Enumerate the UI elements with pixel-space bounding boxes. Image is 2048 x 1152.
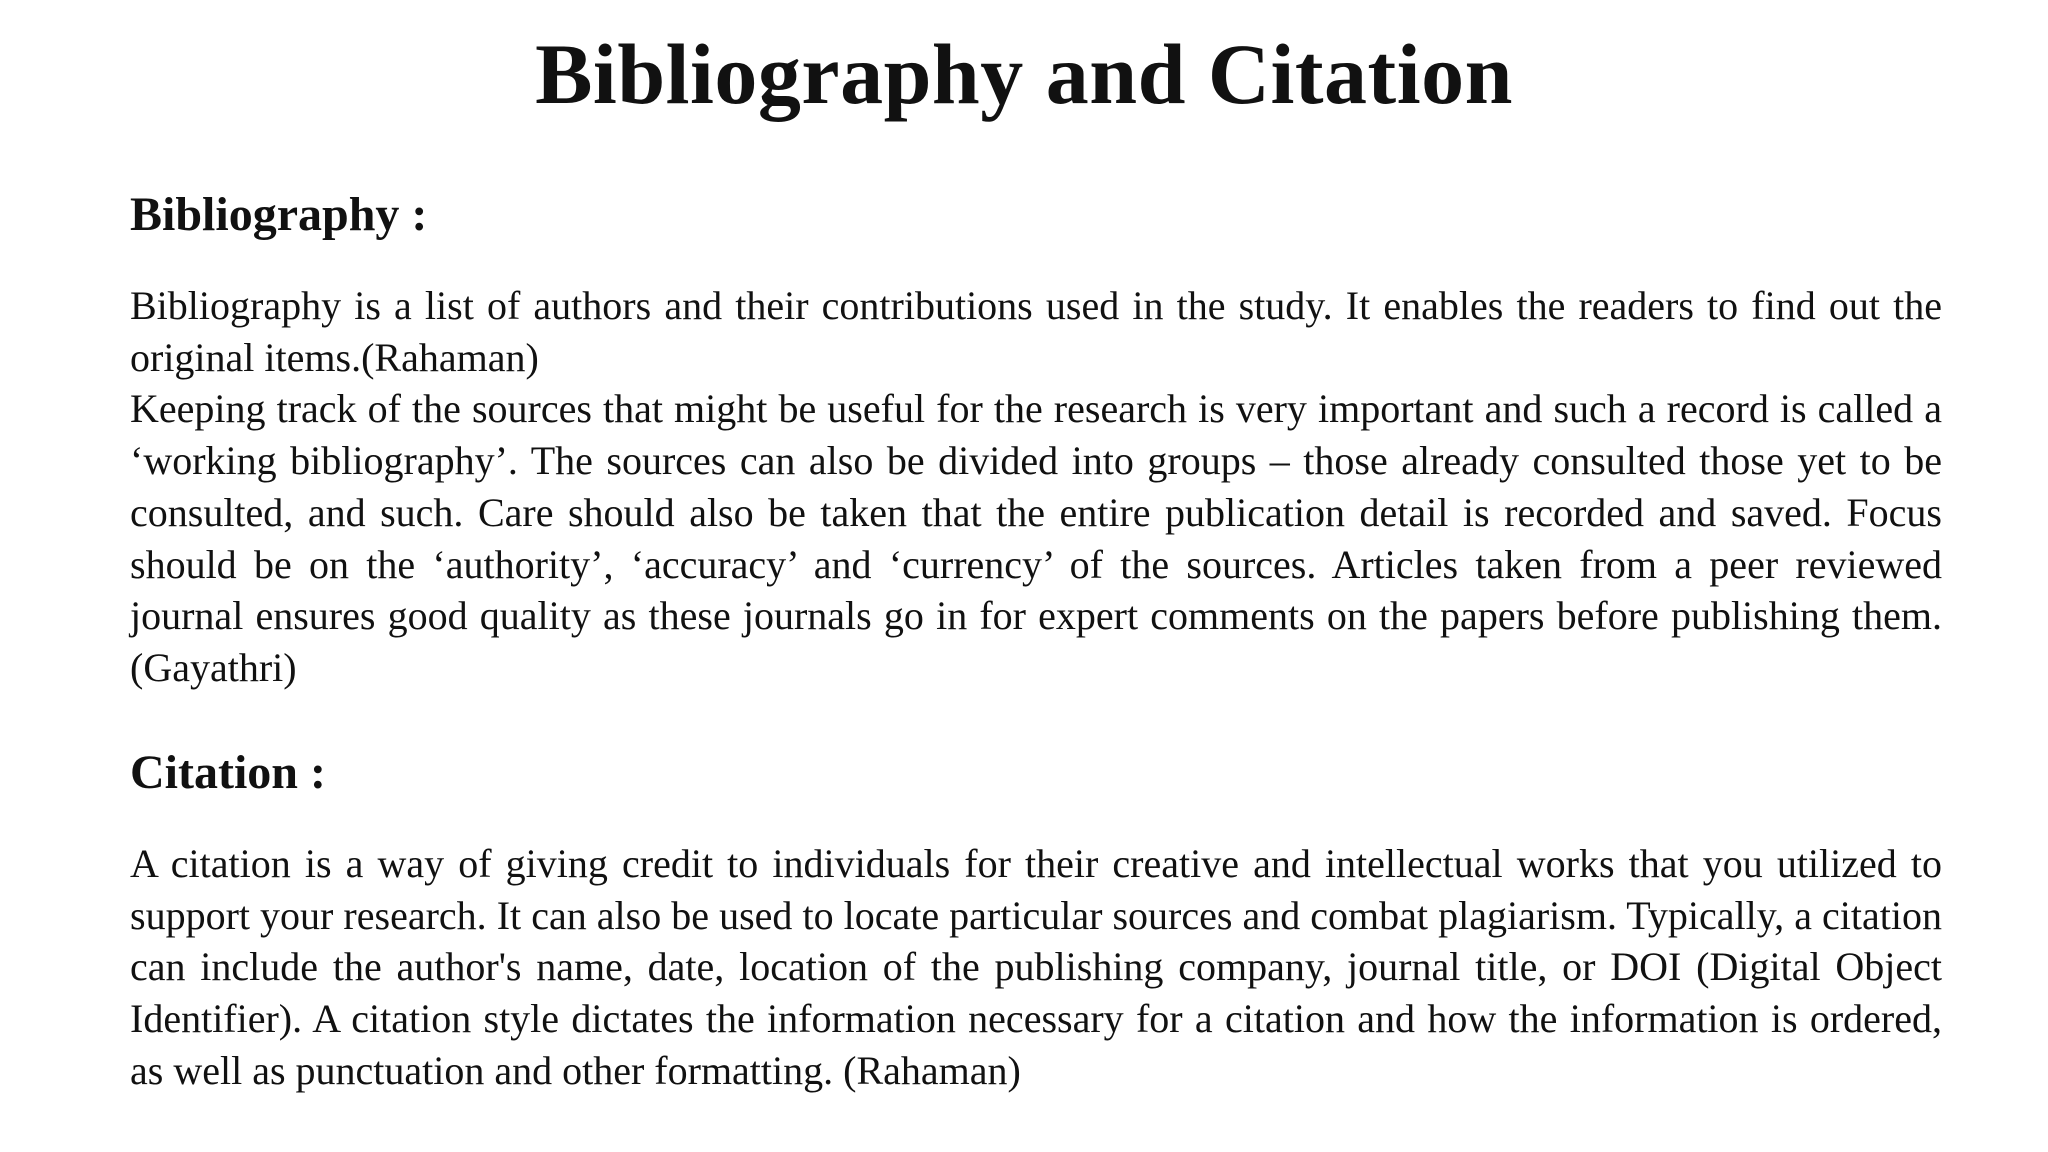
page-title: Bibliography and Citation — [535, 26, 1513, 122]
section-bibliography — [130, 180, 1942, 694]
paragraph-working-bibliography: Keeping track of the sources that might be useful for the research is very important and such a record is called a ‘working bibliography’. The sources can also be divided into groups – those already consulted those yet to be consulted, and such. Care should also be taken that the entire publication detail is recorded and saved. Focus should be on the ‘authority’, ‘accuracy’ and ‘currency’ of the sources. Articles taken from a peer reviewed journal ensures good quality as these journals go in for expert comments on the papers before publishing them.(Gayathri) — [130, 386, 1942, 690]
section-citation — [130, 738, 1942, 1097]
paragraph-bibliography-definition: Bibliography is a list of authors and their contributions used in the study. It enables the readers to find out the original items.(Rahaman) — [130, 283, 1942, 380]
paragraph-citation-definition: A citation is a way of giving credit to individuals for their creative and intellectual works that you utilized to support your research. It can also be used to locate particular sources and combat plagiarism. Typically, a citation can include the author's name, date, location of the publishing company, journal title, or DOI (Digital Object Identifier). A citation style dictates the information necessary for a citation and how the information is ordered, as well as punctuation and other formatting. (Rahaman) — [130, 841, 1942, 1093]
section-heading-bibliography: Bibliography : — [130, 188, 428, 241]
section-heading-citation: Citation : — [130, 746, 326, 799]
